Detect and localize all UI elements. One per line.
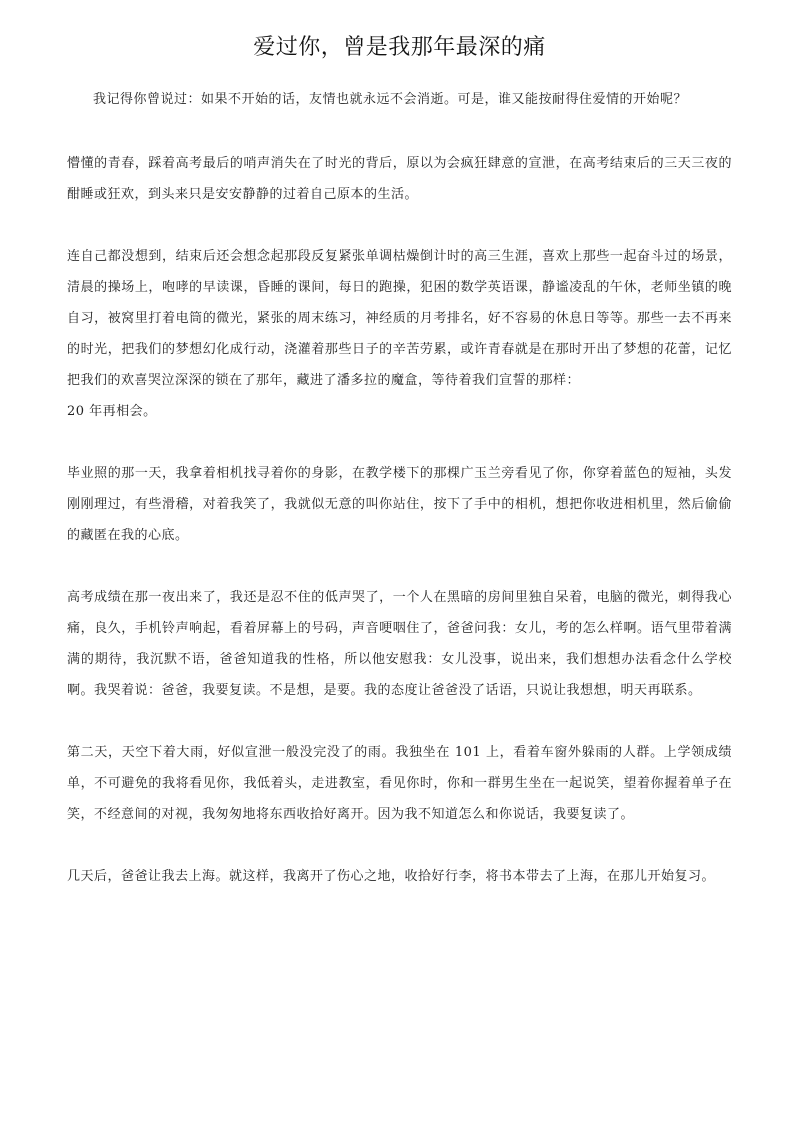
paragraph-intro: 我记得你曾说过：如果不开始的话，友情也就永远不会消逝。可是，谁又能按耐得住爱情的开始呢？ — [93, 92, 688, 107]
paragraph: 懵懂的青春，踩着高考最后的哨声消失在了时光的背后，原以为会疯狂肆意的宣泄，在高考结束后的三天三夜的酣睡或狂欢，到头来只是安安静静的过着自己原本的生活。 — [67, 156, 732, 202]
paragraph: 毕业照的那一天，我拿着相机找寻着你的身影，在教学楼下的那棵广玉兰旁看见了你，你穿着蓝色的短袖，头发刚刚理过，有些滑稽，对着我笑了，我就似无意的叫你站住，按下了手中的相机，想把你收进相机里，然后偷偷的藏匿在我的心底。 — [67, 466, 732, 543]
paragraph: 几天后，爸爸让我去上海。就这样，我离开了伤心之地，收拾好行李，将书本带去了上海，在那儿开始复习。 — [67, 869, 716, 884]
paragraph: 20 年再相会。 — [67, 404, 157, 419]
paragraph: 高考成绩在那一夜出来了，我还是忍不住的低声哭了，一个人在黑暗的房间里独自呆着，电脑的微光，刺得我心痛，良久，手机铃声响起，看着屏幕上的号码，声音哽咽住了，爸爸问我：女儿，考的怎么样啊。语气里带着满满的期待，我沉默不语，爸爸知道我的性格，所以他安慰我：女儿没事，说出来，我们想想办法看念什么学校啊。我哭着说：爸爸，我要复读。不是想，是要。我的态度让爸爸没了话语，只说让我想想，明天再联系。 — [67, 590, 732, 698]
document-title: 爱过你，曾是我那年最深的痛 — [253, 35, 546, 60]
paragraph: 第二天，天空下着大雨，好似宣泄一般没完没了的雨。我独坐在 101 上，看着车窗外躲雨的人群。上学领成绩单，不可避免的我将看见你，我低着头，走进教室，看见你时，你和一群男生坐在一起说笑，望着你握着单子在笑，不经意间的对视，我匆匆地将东西收拾好离开。因为我不知道怎么和你说话，我要复读了。 — [67, 745, 732, 822]
paragraph: 连自己都没想到，结束后还会想念起那段反复紧张单调枯燥倒计时的高三生涯，喜欢上那些一起奋斗过的场景，清晨的操场上，咆哮的早读课，昏睡的课间，每日的跑操，犯困的数学英语课，静谧凌乱的午休，老师坐镇的晚自习，被窝里打着电筒的微光，紧张的周末练习，神经质的月考排名，好不容易的休息日等等。那些一去不再来的时光，把我们的梦想幻化成行动，浇灌着那些日子的辛苦劳累，或许青春就是在那时开出了梦想的花蕾，记忆把我们的欢喜哭泣深深的锁在了那年，藏进了潘多拉的魔盒，等待着我们宣誓的那样： — [67, 249, 732, 388]
